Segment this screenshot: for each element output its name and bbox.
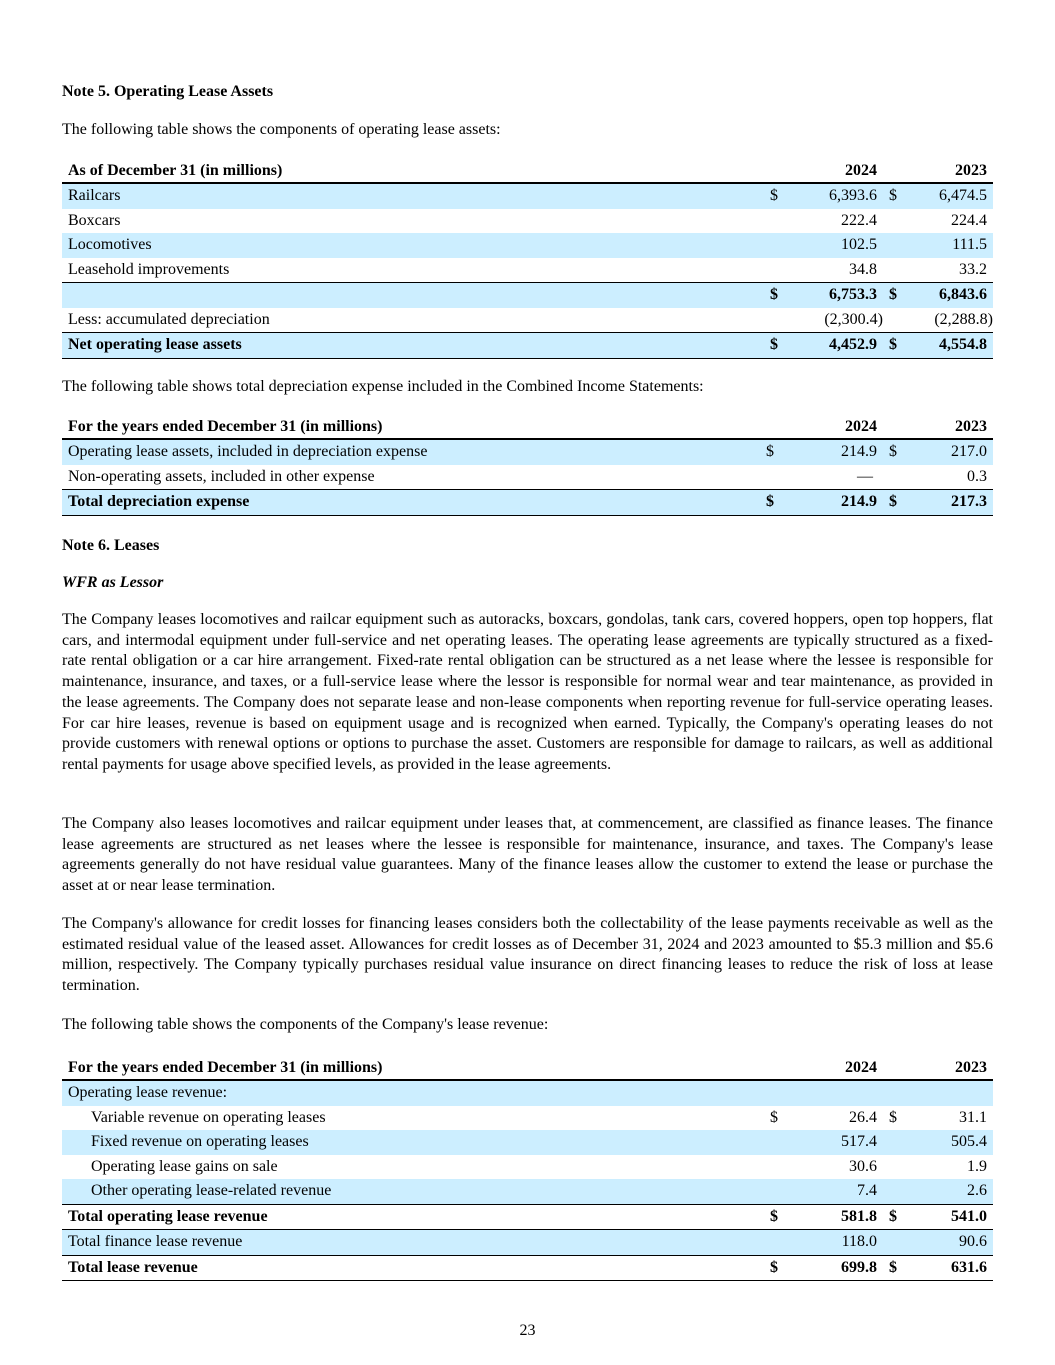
page-number: 23 (519, 1322, 536, 1339)
currency-symbol (764, 308, 784, 333)
note6-subtitle: WFR as Lessor (62, 574, 164, 591)
currency-symbol: $ (764, 183, 784, 209)
currency-symbol (764, 258, 784, 283)
row-label (62, 283, 764, 308)
header-label: As of December 31 (in millions) (62, 159, 764, 183)
currency-symbol (764, 1179, 784, 1204)
currency-symbol: $ (760, 490, 780, 516)
currency-symbol: $ (764, 283, 784, 308)
value-2024: 26.4 (849, 1108, 877, 1126)
value-2024: 34.8 (849, 260, 877, 278)
currency-symbol (883, 308, 903, 333)
header-label: For the years ended December 31 (in millions) (62, 415, 760, 439)
table-row (62, 183, 993, 209)
header-2023: 2023 (903, 159, 993, 183)
table-header-row (62, 415, 993, 439)
value-2023: 217.0 (903, 439, 993, 465)
row-label: Locomotives (62, 233, 764, 258)
total-row (62, 333, 993, 359)
value-2024 (784, 1080, 883, 1106)
currency-symbol (883, 1155, 903, 1180)
value-2024: (2,300.4) (824, 310, 883, 328)
currency-symbol (883, 465, 903, 490)
lease-revenue-intro: The following table shows the components of the Company's lease revenue: (62, 1016, 549, 1033)
currency-symbol: $ (889, 1108, 897, 1126)
value-2023: 224.4 (951, 211, 987, 229)
depreciation-expense-table (62, 415, 993, 516)
value-2024: 214.9 (780, 439, 883, 465)
value-2024: 699.8 (784, 1255, 883, 1281)
currency-symbol: $ (883, 490, 903, 516)
value-2024: 102.5 (784, 233, 883, 258)
header-2024: 2024 (784, 159, 883, 183)
total-row (62, 490, 993, 516)
table-row (62, 1106, 993, 1131)
header-2024: 2024 (784, 1056, 883, 1080)
currency-symbol (883, 1230, 903, 1256)
currency-symbol (764, 1130, 784, 1155)
table-header-row (62, 1056, 993, 1080)
row-label: Operating lease assets, included in depreciation expense (62, 439, 760, 465)
value-2024: 581.8 (784, 1204, 883, 1230)
currency-symbol (760, 465, 780, 490)
currency-symbol (883, 209, 903, 234)
value-2024: 7.4 (784, 1179, 883, 1204)
header-2024: 2024 (780, 415, 883, 439)
value-2024: 30.6 (849, 1157, 877, 1175)
value-2023: 631.6 (903, 1255, 993, 1281)
currency-symbol: $ (770, 1108, 778, 1126)
operating-lease-assets-table (62, 159, 993, 359)
currency-symbol (764, 233, 784, 258)
value-2024: 118.0 (784, 1230, 883, 1256)
value-2023: (2,288.8) (934, 310, 993, 328)
header-2023: 2023 (903, 415, 993, 439)
row-label: Less: accumulated depreciation (68, 310, 270, 328)
subtotal-row (62, 283, 993, 308)
value-2023: 2.6 (903, 1179, 993, 1204)
value-2023: 33.2 (959, 260, 987, 278)
currency-symbol: $ (764, 1204, 784, 1230)
table-row (62, 465, 993, 490)
value-2023: 1.9 (967, 1157, 987, 1175)
value-2023: 217.3 (903, 490, 993, 516)
currency-symbol (764, 1080, 784, 1106)
value-2023: 4,554.8 (903, 333, 993, 359)
currency-symbol: $ (883, 183, 903, 209)
currency-symbol (764, 1155, 784, 1180)
table-header-row (62, 159, 993, 183)
value-2023 (903, 1080, 993, 1106)
value-2023: 505.4 (903, 1130, 993, 1155)
table-row (62, 209, 993, 234)
currency-symbol: $ (883, 283, 903, 308)
row-label: Total finance lease revenue (62, 1230, 764, 1256)
note6-title: Note 6. Leases (62, 537, 160, 554)
value-2024: 4,452.9 (784, 333, 883, 359)
currency-symbol (883, 1179, 903, 1204)
currency-symbol (883, 1080, 903, 1106)
row-label: Other operating lease-related revenue (62, 1179, 764, 1204)
value-2023: 541.0 (903, 1204, 993, 1230)
header-2023: 2023 (903, 1056, 993, 1080)
row-label: Operating lease revenue: (62, 1080, 764, 1106)
currency-symbol: $ (764, 333, 784, 359)
value-2023: 0.3 (967, 467, 987, 485)
value-2023: 6,474.5 (903, 183, 993, 209)
row-label: Net operating lease assets (62, 333, 764, 359)
currency-symbol (764, 209, 784, 234)
row-label: Non-operating assets, included in other expense (68, 467, 375, 485)
currency-symbol (883, 1130, 903, 1155)
table-row (62, 233, 993, 258)
value-2024: — (857, 467, 873, 485)
value-2023: 31.1 (959, 1108, 987, 1126)
currency-symbol: $ (883, 333, 903, 359)
table-row (62, 439, 993, 465)
currency-symbol (883, 233, 903, 258)
note5-title: Note 5. Operating Lease Assets (62, 83, 274, 100)
row-label: Fixed revenue on operating leases (62, 1130, 764, 1155)
total-row (62, 1255, 993, 1281)
value-2024: 222.4 (841, 211, 877, 229)
table-row (62, 1130, 993, 1155)
value-2024: 6,393.6 (784, 183, 883, 209)
row-label: Variable revenue on operating leases (91, 1108, 326, 1126)
lessor-paragraph-1: The Company leases locomotives and railcar equipment such as autoracks, boxcars, gondolas, tank cars, covered hoppers, open top hoppers, flat cars, and intermodal equipment under full-service and net operating leases. The operating lease agreements are typically structured as a fixed-rate rental obligation or a car hire arrangement. Fixed-rate rental obligation can be structured as a net lease where the lessee is responsible for maintenance, insurance, and taxes, or a full-service lease where the lessor is responsible for normal wear and tear maintenance, as provided in the lease agreements. The Company does not separate lease and non-lease components when reporting revenue for full-service operating leases. For car hire leases, revenue is based on equipment usage and is recognized when earned. Typically, the Company's operating leases do not provide customers with renewal options or options to purchase the asset. Customers are responsible for damage to railcars, as well as additional rental payments for usage above specified levels, as provided in the lease agreements. (62, 611, 993, 773)
value-2024: 6,753.3 (784, 283, 883, 308)
currency-symbol: $ (760, 439, 780, 465)
value-2023: 6,843.6 (903, 283, 993, 308)
currency-symbol (764, 1230, 784, 1256)
value-2023: 90.6 (903, 1230, 993, 1256)
subtotal-row (62, 1204, 993, 1230)
note5-intro: The following table shows the components of operating lease assets: (62, 121, 501, 138)
table-row (62, 308, 993, 333)
currency-symbol: $ (883, 1204, 903, 1230)
section-row (62, 1080, 993, 1106)
value-2024: 214.9 (780, 490, 883, 516)
currency-symbol: $ (764, 1255, 784, 1281)
currency-symbol (883, 258, 903, 283)
currency-symbol: $ (883, 439, 903, 465)
value-2024: 517.4 (784, 1130, 883, 1155)
lessor-paragraph-2: The Company also leases locomotives and railcar equipment under leases that, at commencement, are classified as finance leases. The finance lease agreements are structured as net leases where the lessee is responsible for maintenance, insurance, and taxes. The Company's lease agreements generally do not have residual value guarantees. Many of the finance leases allow the customer to extend the lease or purchase the asset at or near lease termination. (62, 815, 993, 895)
depreciation-intro: The following table shows total depreciation expense included in the Combined Income Statements: (62, 378, 704, 395)
row-label: Total operating lease revenue (62, 1204, 764, 1230)
table-row (62, 1230, 993, 1256)
row-label: Boxcars (68, 211, 121, 229)
lessor-paragraph-3: The Company's allowance for credit losses for financing leases considers both the collectability of the lease payments receivable as well as the estimated residual value of the leased asset. Allowances for credit losses as of December 31, 2024 and 2023 amounted to $5.3 million and $5.6 million, respectively. The Company typically purchases residual value insurance on direct financing leases to reduce the risk of loss at lease termination. (62, 915, 993, 995)
table-row (62, 1155, 993, 1180)
header-label: For the years ended December 31 (in millions) (62, 1056, 764, 1080)
value-2023: 111.5 (903, 233, 993, 258)
row-label: Railcars (62, 183, 764, 209)
table-row (62, 258, 993, 283)
row-label: Total depreciation expense (62, 490, 760, 516)
row-label: Leasehold improvements (68, 260, 230, 278)
row-label: Operating lease gains on sale (91, 1157, 278, 1175)
table-row (62, 1179, 993, 1204)
currency-symbol: $ (883, 1255, 903, 1281)
lease-revenue-table (62, 1056, 993, 1281)
row-label: Total lease revenue (62, 1255, 764, 1281)
